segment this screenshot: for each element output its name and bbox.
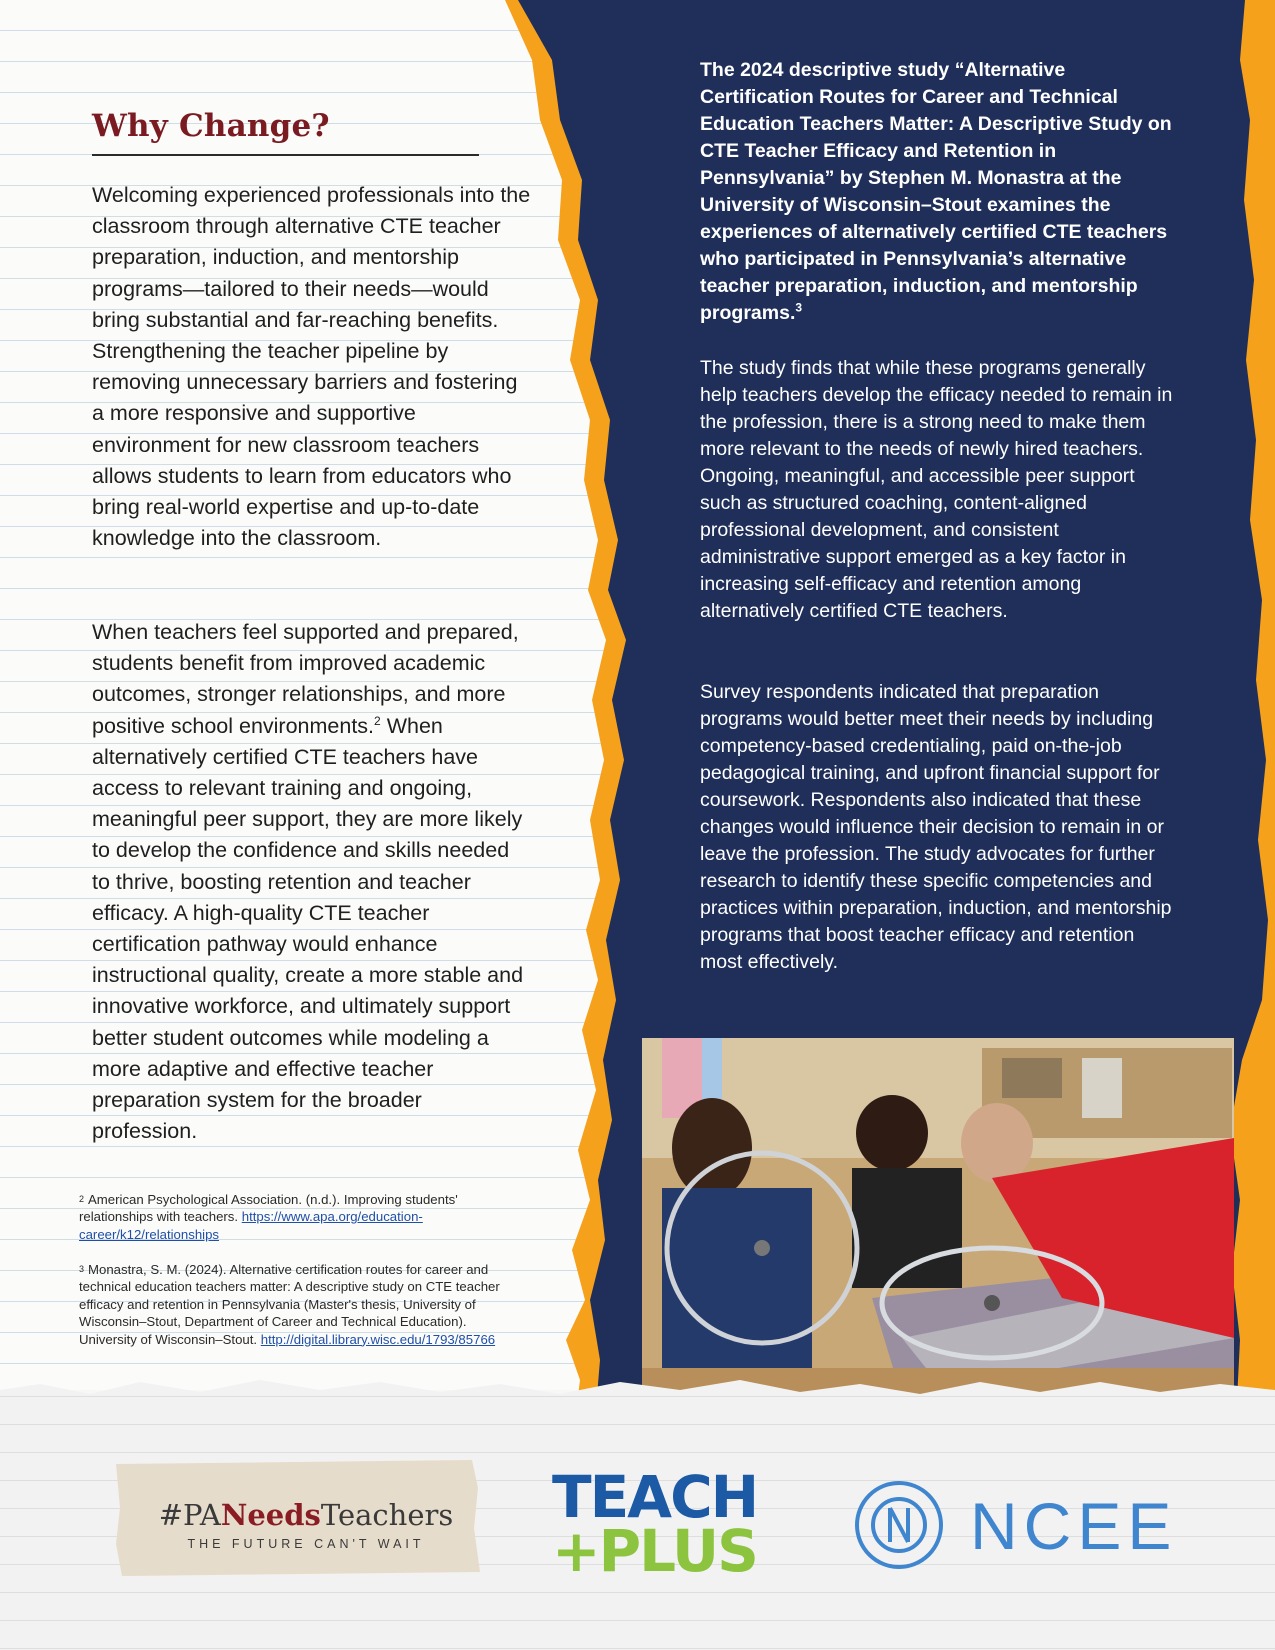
- ncee-logo-text: NCEE: [970, 1489, 1178, 1563]
- footnote-ref-2[interactable]: 2: [374, 713, 381, 728]
- footnote-2-number: 2: [79, 1194, 85, 1204]
- footnote-3-text: Monastra, S. M. (2024). Alternative certification routes for career and technical education teachers matter: A descriptive study on CTE teacher efficacy and retention in Pennsylvania (Master's thesis, University of Wisconsin–Stout, Department of Career and Technical Education). University of Wisconsin–Stout.: [79, 1262, 500, 1347]
- right-paragraph-2: The study finds that while these programs generally help teachers develop the efficacy needed to remain in the profession, there is a strong need to make them more relevant to the needs of newly hired teachers. Ongoing, meaningful, and accessible peer support such as structured coaching, content-aligned professional development, and consistent administrative support emerged as a key factor in increasing self-efficacy and retention among alternatively certified CTE teachers.: [700, 357, 1173, 622]
- tagline: THE FUTURE CAN'T WAIT: [187, 1537, 425, 1551]
- hashtag-post: Teachers: [320, 1498, 454, 1532]
- hashtag-accent: Needs: [220, 1498, 321, 1532]
- title-underline: [92, 154, 479, 156]
- right-paragraph-1-text: The 2024 descriptive study “Alternative Certification Routes for Career and Technical Education Teachers Matter: A Descriptive Study on CTE Teacher Efficacy and Retention in Pennsylvania” by Stephen M. Monastra at the University of Wisconsin–Stout examines the experiences of alternatively certified CTE teachers who participated in Pennsylvania’s alternative teacher preparation, induction, and mentorship programs.: [700, 59, 1172, 324]
- teach-logo-word: TEACH: [552, 1463, 758, 1531]
- page-title: Why Change?: [92, 108, 330, 144]
- teach-plus-logo: [552, 1463, 797, 1585]
- plus-logo-word: +PLUS: [552, 1517, 757, 1585]
- ncee-emblem-icon: [852, 1478, 947, 1573]
- left-paragraph-2: [92, 617, 532, 1147]
- left-paragraph-2-part-a: When teachers feel supported and prepared, students benefit from improved academic outcomes, stronger relationships, and more positive school environments.: [92, 620, 519, 738]
- footnote-2-text: American Psychological Association. (n.d.). Improving students' relationships with teachers.: [79, 1192, 458, 1225]
- left-paragraph-1: Welcoming experienced professionals into the classroom through alternative CTE teacher preparation, induction, and mentorship programs—tailored to their needs—would bring substantial and far-reaching benefits. Strengthening the teacher pipeline by removing unnecessary barriers and fostering a more responsive and supportive environment for new classroom teachers allows students to learn from educators who bring real-world expertise and up-to-date knowledge into the classroom.: [92, 183, 531, 551]
- footnote-2-link[interactable]: https://www.apa.org/education-career/k12/relationships: [79, 1209, 423, 1242]
- right-paragraph-3: Survey respondents indicated that preparation programs would better meet their needs by including competency-based credentialing, paid on-the-job pedagogical training, and upfront financial support for coursework. Respondents also indicated that these changes would influence their decision to remain in or leave the profession. The study advocates for further research to identify these specific competencies and practices within preparation, induction, and mentorship programs that boost teacher efficacy and retention most effectively.: [700, 681, 1172, 973]
- footnote-3-link[interactable]: http://digital.library.wisc.edu/1793/85766: [260, 1331, 496, 1347]
- footnote-3-number: 3: [79, 1264, 85, 1274]
- left-paragraph-2-part-b: When alternatively certified CTE teachers have access to relevant training and ongoing, meaningful peer support, they are more likely to develop the confidence and skills needed to thrive, boosting retention and teacher efficacy. A high-quality CTE teacher certification pathway would enhance instructional quality, create a more stable and innovative workforce, and ultimately support better student outcomes while modeling a more adaptive and effective teacher preparation system for the broader profession.: [92, 713, 524, 1144]
- footnote-3: [79, 1261, 519, 1348]
- hashtag-pre: #PA: [158, 1498, 221, 1532]
- classroom-photo: [642, 1038, 1234, 1398]
- footnote-2: [79, 1191, 519, 1243]
- footnote-ref-3[interactable]: 3: [795, 300, 803, 315]
- right-paragraph-1: [700, 57, 1180, 327]
- hashtag-text: [146, 1498, 466, 1532]
